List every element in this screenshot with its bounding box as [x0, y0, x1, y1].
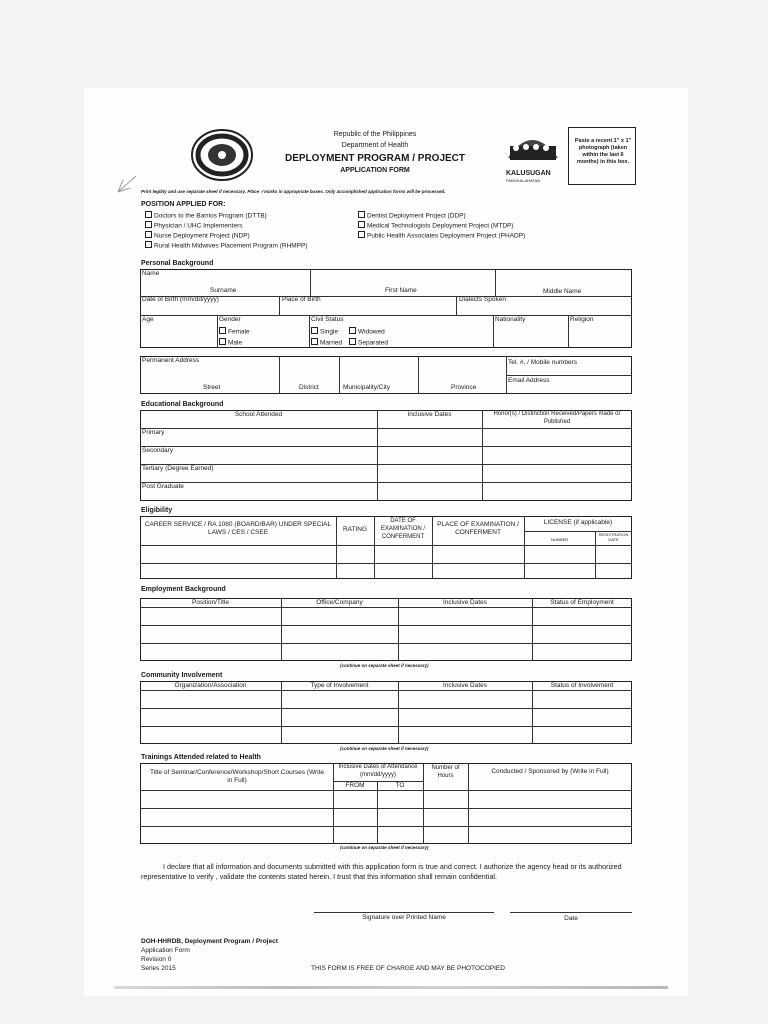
- position-option[interactable]: [358, 221, 514, 230]
- position-option[interactable]: [358, 211, 466, 220]
- date-label: Date: [564, 915, 578, 922]
- footer-free-text: THIS FORM IS FREE OF CHARGE AND MAY BE PHOTOCOPIED: [311, 965, 505, 972]
- doh-seal-icon: [189, 128, 255, 182]
- photo-box: [568, 127, 636, 185]
- col-exam-date: DATE OF EXAMINATION / CONFERMENT: [380, 518, 426, 540]
- logo-text: KALUSUGAN: [506, 170, 551, 177]
- position-label: Rural Health Midwives Placement Program (RHMPP): [154, 242, 308, 250]
- train-col-from: FROM: [345, 782, 365, 789]
- comm-col-dates: Inclusive Dates: [442, 682, 488, 689]
- civil-widowed[interactable]: [349, 327, 385, 336]
- emp-col-dates: Inclusive Dates: [442, 599, 488, 606]
- position-label: Public Health Associates Deployment Project (PHADP): [367, 232, 526, 240]
- tel-label: Tel. #. / Mobile numbers: [508, 359, 578, 366]
- gender-female-label: Female: [228, 328, 250, 336]
- train-col-title: Title of Seminar/Conference/Workshop/Short Courses (Write in Full): [150, 769, 325, 785]
- district-label: District: [299, 384, 319, 391]
- civil-married[interactable]: [311, 338, 342, 347]
- logo-subtext: PANGKALAHATAN: [506, 178, 541, 183]
- train-col-to: TO: [395, 782, 405, 789]
- row-primary: Primary: [142, 429, 165, 436]
- col-exam-place: PLACE OF EXAMINATION / CONFERMENT: [437, 521, 519, 537]
- gender-male-label: Male: [228, 339, 243, 347]
- checkbox[interactable]: [349, 338, 356, 345]
- nationality-label: Nationality: [495, 316, 526, 323]
- footer-line2: Application Form: [141, 947, 190, 954]
- col-license: LICENSE (if applicable): [543, 519, 613, 526]
- checkbox[interactable]: [358, 231, 365, 238]
- civil-single[interactable]: [311, 327, 338, 336]
- gender-label: Gender: [219, 316, 241, 323]
- personal-heading: Personal Background: [141, 260, 214, 267]
- street-label: Street: [203, 384, 221, 391]
- education-heading: Educational Background: [141, 401, 224, 408]
- pob-label: Place of Birth: [282, 296, 321, 303]
- row-postgrad: Post Graduate: [142, 483, 184, 490]
- checkbox[interactable]: [219, 338, 226, 345]
- train-col-hours: Number of Hours: [431, 765, 460, 779]
- train-col-conducted: Conducted / Sponsored by (Write in Full): [491, 768, 609, 775]
- position-label: Physician / UHC Implementers: [154, 222, 243, 230]
- position-label: Dentist Deployment Project (DDP): [367, 212, 466, 220]
- dob-label: Date of Birth (mm/dd/yyyy): [142, 296, 219, 303]
- checkbox[interactable]: [145, 231, 152, 238]
- checkbox[interactable]: [311, 338, 318, 345]
- civil-status-label: Civil Status: [311, 316, 344, 323]
- form-title: DEPLOYMENT PROGRAM / PROJECT: [284, 153, 465, 164]
- checkbox[interactable]: [219, 327, 226, 334]
- signature-label: Signature over Printed Name: [362, 914, 446, 921]
- trainings-heading: Trainings Attended related to Health: [141, 754, 261, 761]
- position-label: Nurse Deployment Project (NDP): [154, 232, 250, 240]
- position-option[interactable]: [145, 221, 243, 230]
- civil-widowed-label: Widowed: [358, 328, 385, 336]
- train-col-dates: Inclusive Dates of Attendance (mm/dd/yyyy): [338, 764, 418, 778]
- form-subtitle: APPLICATION FORM: [340, 167, 410, 174]
- emp-col-status: Status of Employment: [550, 599, 614, 606]
- comm-col-type: Type of Involvement: [310, 682, 369, 689]
- checkbox[interactable]: [358, 211, 365, 218]
- position-option[interactable]: [145, 211, 267, 220]
- civil-separated[interactable]: [349, 338, 388, 347]
- civil-separated-label: Separated: [358, 339, 388, 347]
- col-rating: RATING: [342, 526, 368, 533]
- community-heading: Community Involvement: [141, 672, 223, 679]
- comm-col-status: Status of Involvement: [550, 682, 614, 689]
- province-label: Province: [451, 384, 477, 391]
- trainings-note: (continue on separate sheet if necessary): [340, 845, 429, 850]
- employment-note: (continue on separate sheet if necessary): [340, 663, 429, 668]
- position-option[interactable]: [145, 231, 250, 240]
- employment-heading: Employment Background: [141, 586, 226, 593]
- checkbox[interactable]: [311, 327, 318, 334]
- civil-married-label: Married: [320, 339, 343, 347]
- eligibility-heading: Eligibility: [141, 507, 173, 514]
- footer-line3: Revision 0: [141, 956, 172, 963]
- date-line[interactable]: [510, 912, 632, 913]
- row-secondary: Secondary: [142, 447, 174, 454]
- middle-name-label: Middle Name: [543, 288, 582, 295]
- gender-male[interactable]: [219, 338, 242, 347]
- col-registration-date: REGISTRATION DATE: [598, 532, 629, 542]
- personal-table: [140, 269, 632, 348]
- checkbox[interactable]: [358, 221, 365, 228]
- community-note: (continue on separate sheet if necessary): [340, 746, 429, 751]
- email-label: Email Address: [508, 377, 550, 384]
- emp-col-office: Office/Company: [316, 599, 363, 606]
- republic-text: Republic of the Philippines: [333, 131, 417, 138]
- gender-female[interactable]: [219, 327, 250, 336]
- instructions-text: Print legibly and use separate sheet if necessary. Place ✓marks in appropriate boxes. Only accomplished application forms will be processed.: [141, 189, 446, 194]
- checkbox[interactable]: [145, 211, 152, 218]
- col-license-number: NUMBER: [550, 537, 569, 542]
- scan-edge: [114, 986, 668, 989]
- civil-single-label: Single: [320, 328, 339, 336]
- age-label: Age: [142, 316, 154, 323]
- position-label: Doctors to the Barrios Program (DTTB): [154, 212, 267, 220]
- department-text: Department of Health: [341, 142, 409, 149]
- position-heading: POSITION APPLIED FOR:: [141, 201, 226, 208]
- kalusugan-logo-icon: [502, 128, 564, 174]
- arrow-icon: [116, 172, 140, 194]
- col-career: CAREER SERVICE / RA 1080 (BOARD/BAR) UNDER SPECIAL LAWS / CES / CSEE: [144, 521, 332, 537]
- footer-line1: DOH-HHRDB, Deployment Program / Project: [141, 938, 278, 945]
- position-option[interactable]: [145, 241, 308, 250]
- municipality-label: Municipality/City: [343, 384, 390, 391]
- surname-label: Surname: [210, 287, 237, 294]
- col-dates: Inclusive Dates: [407, 411, 452, 418]
- photo-box-text: Paste a recent 1" x 1" photograph (taken within the last 6 months) in this box.: [574, 138, 632, 165]
- permanent-address-label: Permanent Address: [142, 357, 200, 364]
- checkbox[interactable]: [145, 221, 152, 228]
- checkbox[interactable]: [145, 241, 152, 248]
- row-tertiary: Tertiary (Degree Earned): [142, 465, 214, 472]
- signature-line[interactable]: [314, 912, 494, 913]
- declaration-text: I declare that all information and documents submitted with this application form is true and correct. I authorize the agency head or its authorized representative to verify , validate the contents stated herein. I trust that this information shall remain confidential.: [141, 862, 622, 882]
- first-name-label: First Name: [385, 287, 417, 294]
- position-label: Medical Technologists Deployment Project (MTDP): [367, 222, 514, 230]
- emp-col-position: Position/Title: [192, 599, 229, 606]
- dialects-label: Dialects Spoken: [459, 296, 506, 303]
- religion-label: Religion: [570, 316, 594, 323]
- name-label: Name: [142, 270, 160, 277]
- checkbox[interactable]: [349, 327, 356, 334]
- position-option[interactable]: [358, 231, 525, 240]
- col-school: School Attended: [234, 411, 283, 418]
- comm-col-org: Organization/Association: [174, 682, 247, 689]
- col-honors: Honor(s) / Distinction Received/Papers made or Published: [493, 411, 621, 425]
- footer-line4: Series 2015: [141, 965, 176, 972]
